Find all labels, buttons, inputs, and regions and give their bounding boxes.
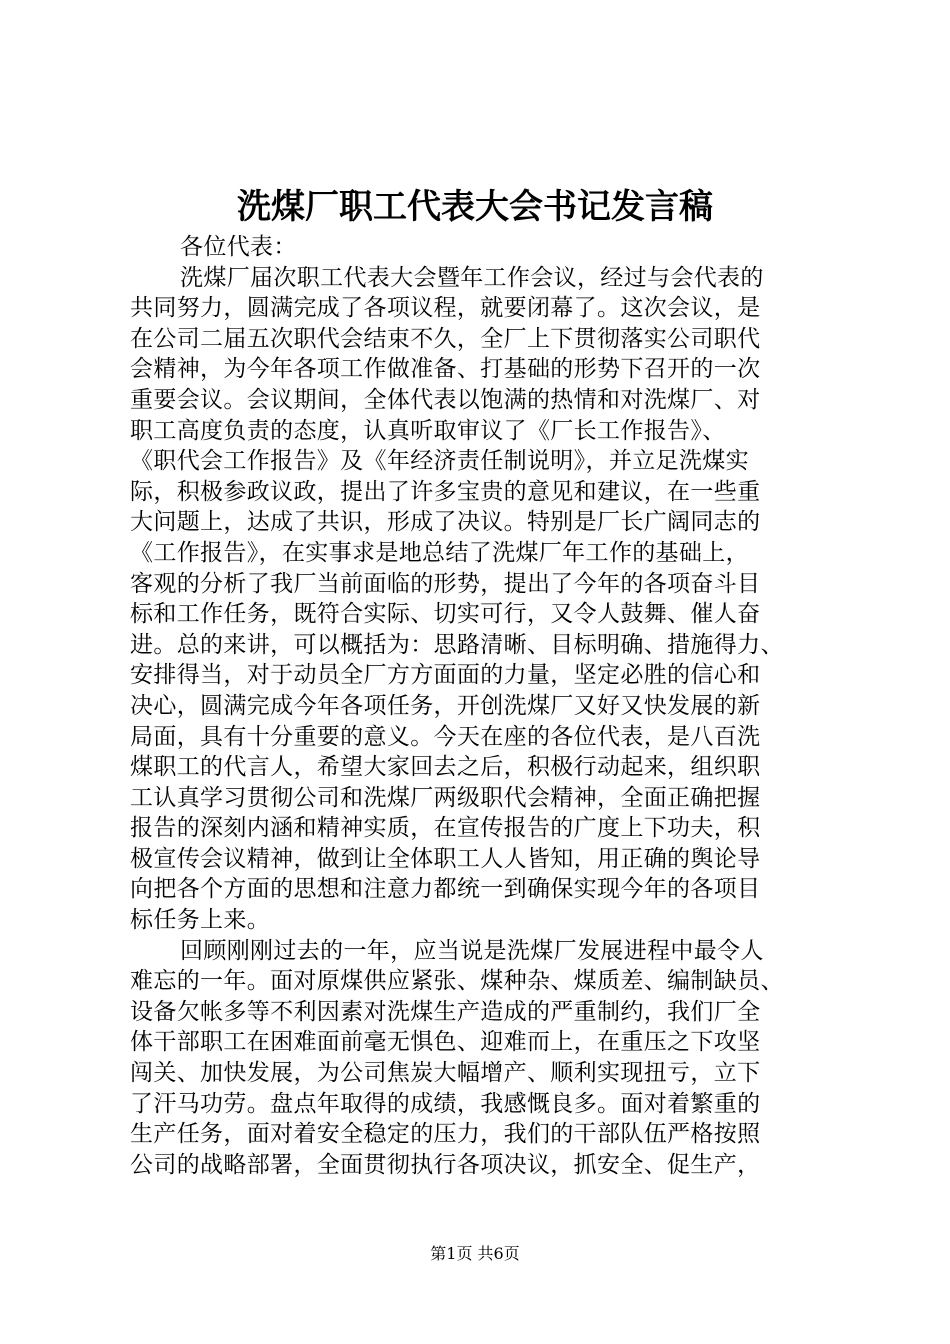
text-line: 标任务上来。 xyxy=(130,907,271,934)
text-line: 际，积极参政议政，提出了许多宝贵的意见和建议，在一些重 xyxy=(130,478,761,505)
text-line: 极宣传会议精神，做到让全体职工人人皆知，用正确的舆论导 xyxy=(130,845,761,872)
text-line: 难忘的一年。面对原煤供应紧张、煤种杂、煤质差、编制缺员、 xyxy=(130,968,784,995)
text-line: 会精神，为今年各项工作做准备、打基础的形势下召开的一次 xyxy=(130,356,761,383)
text-line: 大问题上，达成了共识，形成了决议。特别是厂长广阔同志的 xyxy=(130,509,761,536)
text-line: 标和工作任务，既符合实际、切实可行，又令人鼓舞、催人奋 xyxy=(130,601,761,628)
text-line: 重要会议。会议期间，全体代表以饱满的热情和对洗煤厂、对 xyxy=(130,386,761,413)
text-line: 了汗马功劳。盘点年取得的成绩，我感慨良多。面对着繁重的 xyxy=(130,1090,761,1117)
text-line: 回顾刚刚过去的一年，应当说是洗煤厂发展进程中最令人 xyxy=(180,937,764,964)
text-line: 洗煤厂届次职工代表大会暨年工作会议，经过与会代表的 xyxy=(180,264,764,291)
document-title: 洗煤厂职工代表大会书记发言稿 xyxy=(237,187,713,227)
text-line: 客观的分析了我厂当前面临的形势，提出了今年的各项奋斗目 xyxy=(130,570,761,597)
document-body xyxy=(130,232,830,1180)
text-line: 报告的深刻内涵和精神实质，在宣传报告的广度上下功夫，积 xyxy=(130,815,761,842)
text-line: 煤职工的代言人，希望大家回去之后，积极行动起来，组织职 xyxy=(130,754,761,781)
text-line: 安排得当，对于动员全厂方方面面的力量，坚定必胜的信心和 xyxy=(130,662,761,689)
text-line: 向把各个方面的思想和注意力都统一到确保实现今年的各项目 xyxy=(130,876,761,903)
text-line: 决心，圆满完成今年各项任务，开创洗煤厂又好又快发展的新 xyxy=(130,692,761,719)
text-line: 共同努力，圆满完成了各项议程，就要闭幕了。这次会议，是 xyxy=(130,295,761,322)
salutation-line: 各位代表： xyxy=(180,234,297,260)
text-line: 设备欠帐多等不利因素对洗煤生产造成的严重制约，我们厂全 xyxy=(130,998,761,1025)
text-line: 工认真学习贯彻公司和洗煤厂两级职代会精神，全面正确把握 xyxy=(130,784,761,811)
page-footer: 第1页 共6页 xyxy=(430,1244,520,1263)
text-line: 体干部职工在困难面前毫无惧色、迎难而上，在重压之下攻坚 xyxy=(130,1029,761,1056)
text-line: 职工高度负责的态度，认真听取审议了《厂长工作报告》、 xyxy=(130,417,726,444)
text-line: 生产任务，面对着安全稳定的压力，我们的干部队伍严格按照 xyxy=(130,1121,761,1148)
text-line: 进。总的来讲，可以概括为：思路清晰、目标明确、措施得力、 xyxy=(130,631,784,658)
text-line: 公司的战略部署，全面贯彻执行各项决议，抓安全、促生产， xyxy=(130,1151,761,1178)
text-line: 《职代会工作报告》及《年经济责任制说明》，并立足洗煤实 xyxy=(130,448,749,475)
text-line: 在公司二届五次职代会结束不久，全厂上下贯彻落实公司职代 xyxy=(130,325,761,352)
text-line: 局面，具有十分重要的意义。今天在座的各位代表，是八百洗 xyxy=(130,723,761,750)
text-line: 《工作报告》，在实事求是地总结了洗煤厂年工作的基础上， xyxy=(130,539,749,566)
text-line: 闯关、加快发展，为公司焦炭大幅增产、顺利实现扭亏，立下 xyxy=(130,1060,761,1087)
